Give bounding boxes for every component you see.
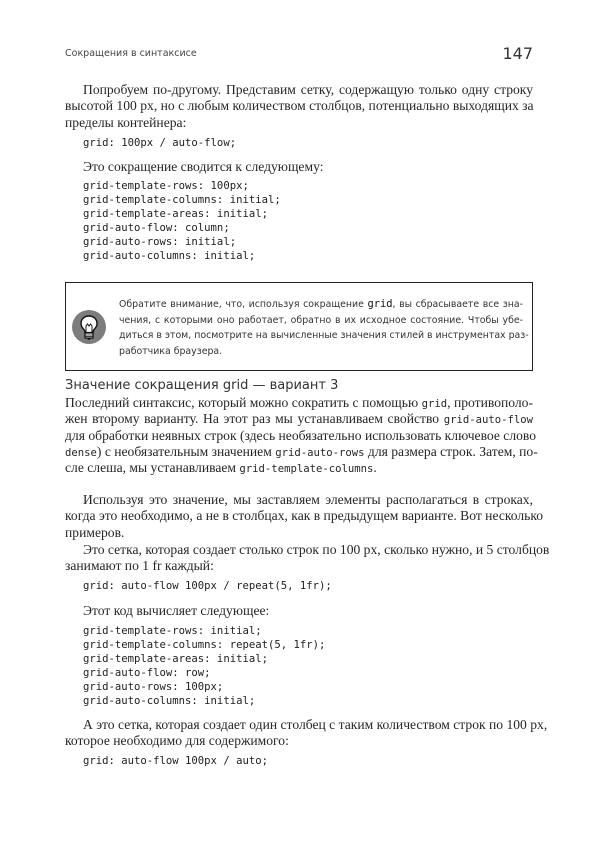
text-span: Обратите внимание, что, используя сокращение <box>119 299 368 310</box>
text-span: занимают по 1 fr каждый: <box>65 558 214 574</box>
code-line: grid: auto-flow 100px / auto; <box>83 755 268 767</box>
text-line <box>65 411 533 427</box>
inline-code: grid <box>421 398 448 410</box>
paragraph-rows <box>65 492 544 541</box>
text-span: Это сетка, которая создает столько строк по 100 px, сколько нужно, и 5 столбцов <box>83 542 550 557</box>
text-span: когда это необходимо, а не в столбцах, как в предыдущем варианте. Вот несколько <box>65 508 544 524</box>
text-line <box>119 344 523 360</box>
code-line: grid-template-areas: initial; <box>83 207 268 220</box>
code-block-2 <box>83 180 281 263</box>
text-span: Последний синтаксис, который можно сократить с помощью <box>65 395 422 410</box>
text-line <box>65 427 537 444</box>
code-line: grid-auto-flow: row; <box>83 666 211 679</box>
text-line <box>65 159 533 175</box>
code-line: grid-auto-columns: initial; <box>83 694 256 707</box>
code-line: grid-template-columns: initial; <box>83 193 281 206</box>
inline-code: grid-auto-flow <box>443 414 533 427</box>
running-header: Сокращения в синтаксисе <box>65 48 197 59</box>
text-span: для размера строк. Затем, по- <box>364 443 538 459</box>
text-span: сле слеша, мы устанавливаем <box>65 460 240 476</box>
note-text <box>119 297 529 359</box>
code-line: grid-auto-rows: initial; <box>83 235 237 248</box>
text-line <box>119 313 523 329</box>
text-span: для обработки неявных строк (здесь необязательно использовать ключевое слово <box>65 427 537 443</box>
text-span: А это сетка, которая создает один столбец с таким количеством строк по 100 px, <box>83 717 548 732</box>
page-number: 147 <box>502 44 533 63</box>
text-line <box>65 395 533 411</box>
text-line <box>65 542 550 558</box>
inline-code: dense <box>65 446 97 459</box>
code-line: grid-template-rows: 100px; <box>83 180 249 192</box>
text-span: Попробуем по-другому. Представим сетку, содержащую только одну строку <box>83 82 533 97</box>
text-line <box>65 733 533 749</box>
code-block-1 <box>83 137 236 151</box>
code-block-3 <box>83 580 332 594</box>
code-line: grid-template-areas: initial; <box>83 652 268 665</box>
paragraph-syntax <box>65 395 538 476</box>
paragraph-computes <box>65 603 533 619</box>
code-block-4 <box>83 625 325 708</box>
text-line <box>65 492 533 508</box>
code-line: grid-template-rows: initial; <box>83 625 262 637</box>
code-line: grid-auto-rows: 100px; <box>83 680 224 693</box>
text-line <box>65 82 533 98</box>
inline-code: grid <box>367 298 393 310</box>
text-line <box>65 460 533 476</box>
paragraph-expands <box>65 159 533 175</box>
paragraph-example-1 <box>65 542 550 575</box>
section-heading: Значение сокращения grid — вариант 3 <box>65 378 339 393</box>
text-line <box>65 443 538 460</box>
text-span: чения, с которыми оно работает, обратно в их исходное состояние. Чтобы убе- <box>119 314 523 326</box>
code-line: grid: auto-flow 100px / repeat(5, 1fr); <box>83 580 332 592</box>
text-span: пределы контейнера: <box>65 114 187 130</box>
lightbulb-icon <box>72 310 106 344</box>
text-span: Это сокращение сводится к следующему: <box>83 159 324 174</box>
text-line <box>119 328 529 344</box>
text-span: которое необходимо для содержимого: <box>65 733 289 749</box>
inline-code: grid-template-columns <box>239 463 374 476</box>
text-line <box>65 98 533 114</box>
text-line <box>65 717 548 733</box>
inline-code: grid-auto-rows <box>275 446 365 459</box>
code-line: grid-auto-columns: initial; <box>83 249 256 262</box>
code-line: grid-auto-flow: column; <box>83 221 230 234</box>
text-span: . <box>373 460 377 476</box>
code-line: grid: 100px / auto-flow; <box>83 137 237 149</box>
text-span: , противополо- <box>447 395 533 410</box>
text-line <box>65 115 533 131</box>
text-span: Используя это значение, мы заставляем элементы располагаться в строках, <box>83 492 533 507</box>
text-span: примеров. <box>65 524 125 540</box>
paragraph-example-2 <box>65 717 548 750</box>
text-line <box>65 508 544 524</box>
code-block-5 <box>83 755 268 769</box>
text-line <box>65 603 533 619</box>
text-span: диться в этом, посмотрите на вычисленные значения стилей в инструментах раз- <box>119 330 529 342</box>
text-line <box>65 558 533 574</box>
text-line <box>65 525 533 541</box>
code-line: grid-template-columns: repeat(5, 1fr); <box>83 638 326 651</box>
text-line <box>119 297 523 313</box>
note-box <box>65 282 533 371</box>
text-span: жен второму варианту. На этот раз мы устанавливаем свойство <box>65 411 444 427</box>
text-span: ) с необязательным значением <box>96 443 276 459</box>
text-span: Этот код вычисляет следующее: <box>83 603 270 618</box>
paragraph-intro <box>65 82 533 131</box>
text-span: , вы сбрасываете все зна- <box>392 299 523 310</box>
text-span: высотой 100 px, но с любым количеством столбцов, потенциально выходящих за <box>65 98 534 114</box>
text-span: работчика браузера. <box>119 345 223 357</box>
